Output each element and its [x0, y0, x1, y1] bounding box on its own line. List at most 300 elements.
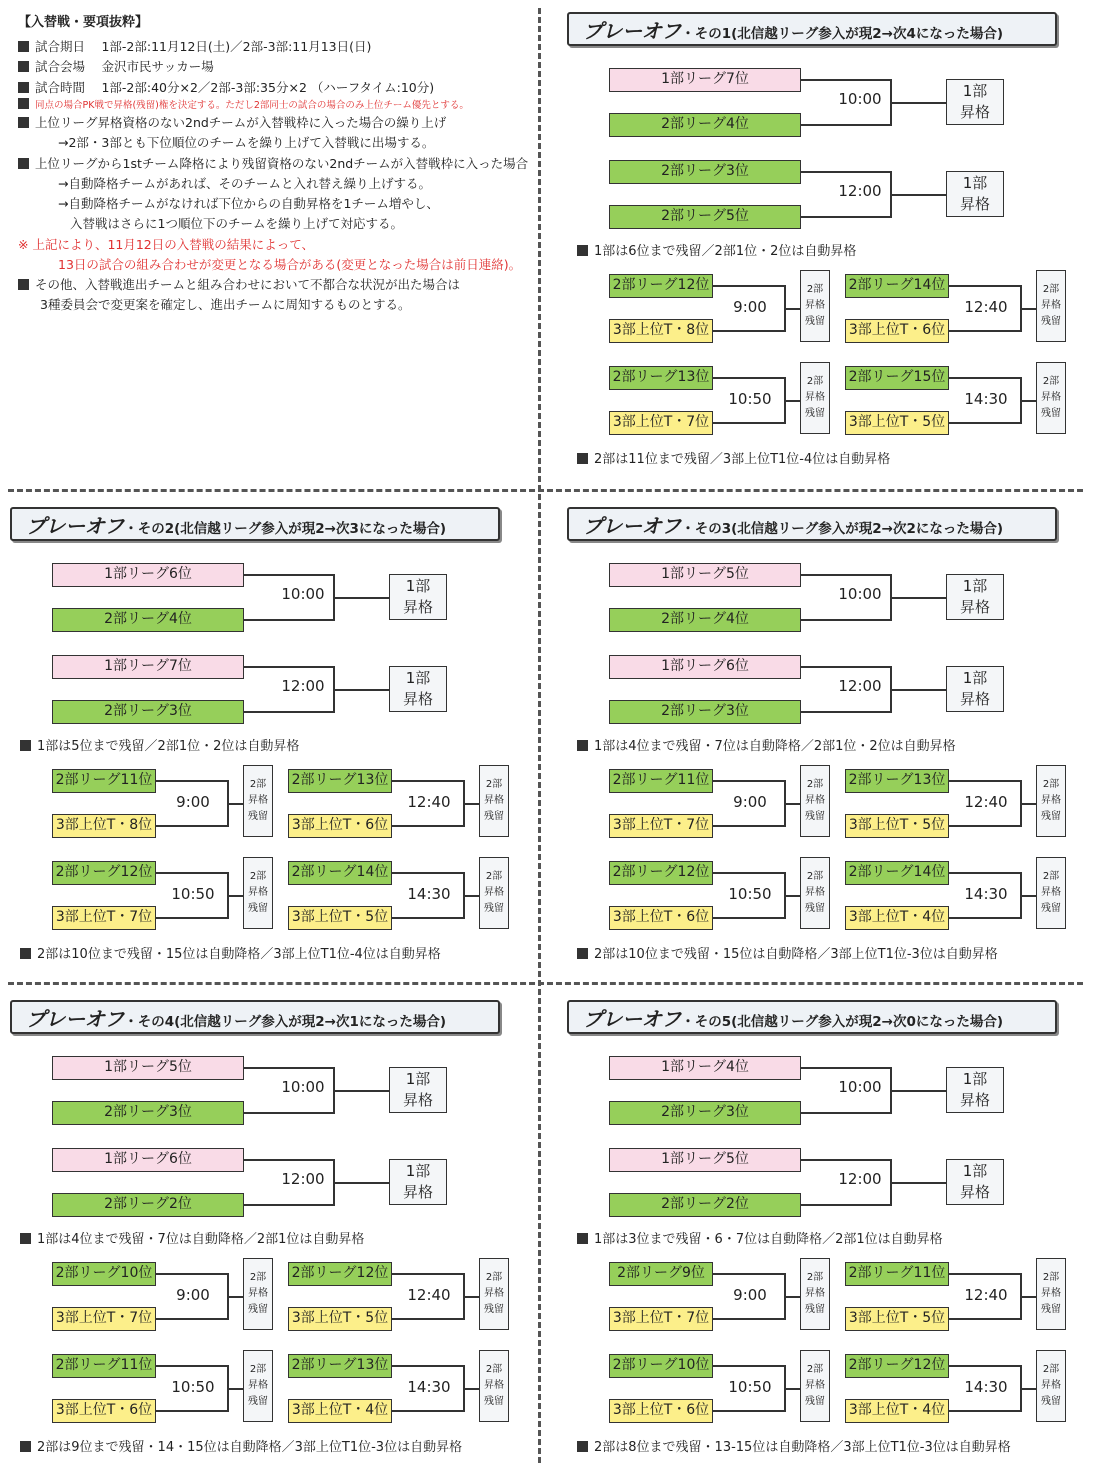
result-label: 昇格 — [1041, 1288, 1061, 1299]
team-slot: 1部リーグ6位 — [609, 655, 801, 679]
result-label: 2部 — [485, 1272, 503, 1283]
result-label: 1部 — [405, 1070, 431, 1088]
team-slot: 3部上位T・7位 — [609, 411, 713, 435]
result-label: 昇格 — [805, 1288, 825, 1299]
bracket-line — [156, 780, 228, 782]
team-slot: 3部上位T・6位 — [845, 319, 949, 343]
bracket-line — [1020, 803, 1036, 805]
rule-note-text: 1部は5位まで残留／2部1位・2位は自動昇格 — [37, 739, 300, 754]
bracket-line — [949, 780, 1021, 782]
result-box — [946, 171, 1004, 217]
match-time: 10:50 — [728, 390, 772, 408]
team-slot: 2部リーグ3位 — [52, 1101, 244, 1125]
panel-title — [10, 507, 500, 541]
bracket-line — [949, 377, 1021, 379]
result-label: 残留 — [1041, 1396, 1061, 1407]
result-label: 昇格 — [959, 1183, 990, 1201]
bullet-square-icon — [577, 948, 588, 959]
result-label: 昇格 — [248, 1288, 268, 1299]
result-box — [1036, 765, 1066, 837]
bracket-line — [333, 597, 389, 599]
team-slot: 3部上位T・8位 — [52, 814, 156, 838]
bracket-line — [713, 1365, 785, 1367]
bullet-square-icon — [18, 117, 29, 128]
team-slot: 3部上位T・5位 — [845, 1307, 949, 1331]
bracket-line — [713, 917, 785, 919]
bracket-line — [890, 1090, 946, 1092]
result-box — [243, 1258, 273, 1330]
result-label: 昇格 — [1041, 1380, 1061, 1391]
result-box — [479, 1258, 509, 1330]
bracket-line — [949, 422, 1021, 424]
bullet-square-icon — [18, 41, 29, 52]
team-slot: 1部リーグ4位 — [609, 1056, 801, 1080]
result-label: 昇格 — [402, 598, 433, 616]
result-label: 残留 — [248, 811, 268, 822]
result-label: 残留 — [484, 1396, 504, 1407]
match-time: 9:00 — [733, 793, 767, 811]
result-box — [389, 666, 447, 712]
team-slot: 2部リーグ14位 — [845, 861, 949, 885]
team-slot: 2部リーグ2位 — [609, 1193, 801, 1217]
match-time: 10:50 — [728, 1378, 772, 1396]
bracket-line — [713, 422, 785, 424]
result-label: 2部 — [1042, 376, 1060, 387]
result-box — [800, 362, 830, 434]
bracket-line — [801, 171, 891, 173]
bracket-line — [244, 1204, 334, 1206]
panel-title-main: プレーオフ — [26, 1007, 125, 1031]
result-label: 残留 — [248, 1396, 268, 1407]
panel-title — [567, 507, 1057, 541]
rule-note-text: 2部は11位まで残留／3部上位T1位-4位は自動昇格 — [594, 452, 891, 467]
bracket-line — [227, 1296, 243, 1298]
result-label: 昇格 — [248, 1380, 268, 1391]
bracket-line — [244, 1159, 334, 1161]
result-label: 残留 — [805, 903, 825, 914]
bracket-line — [801, 574, 891, 576]
team-slot: 2部リーグ13位 — [288, 769, 392, 793]
bullet-square-icon — [577, 1441, 588, 1452]
match-time: 14:30 — [407, 1378, 451, 1396]
team-slot: 2部リーグ13位 — [609, 366, 713, 390]
result-label: 1部 — [405, 669, 431, 687]
rules-line-text: 上位リーグ昇格資格のない2ndチームが入替戦枠に入った場合の繰り上げ — [35, 115, 447, 131]
bullet-square-icon — [20, 948, 31, 959]
result-label: 昇格 — [248, 887, 268, 898]
bracket-line — [784, 803, 800, 805]
bracket-line — [1020, 1388, 1036, 1390]
rule-note — [577, 448, 890, 467]
team-slot: 3部上位T・5位 — [845, 411, 949, 435]
bracket-line — [227, 803, 243, 805]
rule-note — [577, 735, 956, 754]
rule-note-text: 2部は9位まで残留・14・15位は自動降格／3部上位T1位-3位は自動昇格 — [37, 1440, 463, 1455]
bracket-line — [156, 872, 228, 874]
rules-line — [18, 133, 533, 153]
rules-section — [18, 12, 533, 316]
result-box — [479, 765, 509, 837]
team-slot: 1部リーグ6位 — [52, 563, 244, 587]
result-box — [800, 765, 830, 837]
result-label: 残留 — [248, 903, 268, 914]
panel-title-main: プレーオフ — [583, 1007, 682, 1031]
result-box — [800, 1258, 830, 1330]
rules-line-text: 入替戦はさらに1つ順位下のチームを繰り上げて対応する。 — [70, 216, 403, 232]
result-label: 2部 — [1042, 779, 1060, 790]
bracket-line — [890, 102, 946, 104]
bullet-square-icon — [18, 61, 29, 72]
match-time: 10:00 — [281, 585, 325, 603]
rules-line-text: 3種委員会で変更案を確定し、進出チームに周知するものとする。 — [40, 297, 411, 313]
team-slot: 2部リーグ12位 — [609, 274, 713, 298]
team-slot: 2部リーグ4位 — [609, 608, 801, 632]
result-label: 2部 — [249, 871, 267, 882]
bracket-line — [801, 1112, 891, 1114]
team-slot: 1部リーグ7位 — [609, 68, 801, 92]
panel-title-main: プレーオフ — [583, 19, 682, 43]
result-box — [1036, 1258, 1066, 1330]
result-label: 残留 — [1041, 903, 1061, 914]
bracket-line — [156, 1273, 228, 1275]
panel-title — [567, 12, 1057, 46]
team-slot: 2部リーグ12位 — [52, 861, 156, 885]
team-slot: 2部リーグ13位 — [288, 1354, 392, 1378]
result-label: 2部 — [249, 779, 267, 790]
bracket-line — [949, 917, 1021, 919]
bullet-square-icon — [18, 82, 29, 93]
result-label: 昇格 — [805, 795, 825, 806]
bracket-line — [713, 1318, 785, 1320]
team-slot: 3部上位T・5位 — [288, 1307, 392, 1331]
bracket-line — [156, 825, 228, 827]
bracket-line — [801, 216, 891, 218]
rules-line-text: 上位リーグから1stチーム降格により残留資格のない2ndチームが入替戦枠に入った場合 — [35, 155, 529, 171]
result-label: 昇格 — [805, 887, 825, 898]
bracket-line — [713, 377, 785, 379]
result-box — [1036, 270, 1066, 342]
result-box — [389, 1159, 447, 1205]
result-label: 2部 — [806, 1364, 824, 1375]
team-slot: 3部上位T・4位 — [845, 906, 949, 930]
result-label: 1部 — [962, 577, 988, 595]
result-label: 残留 — [1041, 1304, 1061, 1315]
rules-line-text: 試合時間 1部-2部:40分×2／2部-3部:35分×2 （ハーフタイム:10分) — [35, 79, 435, 95]
bracket-line — [463, 1388, 479, 1390]
result-label: 昇格 — [959, 195, 990, 213]
match-time: 12:40 — [964, 1286, 1008, 1304]
result-label: 昇格 — [959, 1091, 990, 1109]
result-label: 残留 — [805, 1396, 825, 1407]
result-label: 昇格 — [1041, 392, 1061, 403]
result-box — [1036, 1350, 1066, 1422]
rules-line — [18, 275, 533, 295]
team-slot: 1部リーグ7位 — [52, 655, 244, 679]
match-time: 10:00 — [838, 90, 882, 108]
result-label: 2部 — [806, 376, 824, 387]
bracket-line — [801, 79, 891, 81]
bracket-line — [244, 619, 334, 621]
team-slot: 2部リーグ11位 — [609, 769, 713, 793]
team-slot: 2部リーグ11位 — [52, 1354, 156, 1378]
bracket-line — [949, 330, 1021, 332]
result-label: 2部 — [806, 871, 824, 882]
bracket-line — [244, 1112, 334, 1114]
bracket-line — [244, 666, 334, 668]
rule-note — [577, 1436, 1011, 1455]
rules-line-text: →自動降格チームがなければ下位からの自動昇格を1チーム増やし、 — [58, 196, 439, 212]
bullet-square-icon — [20, 1441, 31, 1452]
bullet-square-icon — [577, 1233, 588, 1244]
team-slot: 2部リーグ14位 — [288, 861, 392, 885]
rules-line — [18, 37, 533, 57]
bracket-line — [156, 1410, 228, 1412]
bracket-line — [949, 1318, 1021, 1320]
bracket-line — [713, 825, 785, 827]
bracket-line — [949, 1410, 1021, 1412]
rules-line — [18, 113, 533, 133]
result-label: 残留 — [805, 811, 825, 822]
result-label: 昇格 — [484, 1288, 504, 1299]
team-slot: 2部リーグ12位 — [288, 1262, 392, 1286]
bracket-line — [801, 1204, 891, 1206]
rules-line — [18, 295, 533, 315]
result-label: 残留 — [1041, 811, 1061, 822]
bracket-line — [801, 1067, 891, 1069]
match-time: 12:40 — [407, 793, 451, 811]
match-time: 12:00 — [838, 677, 882, 695]
team-slot: 2部リーグ10位 — [609, 1354, 713, 1378]
match-time: 10:50 — [728, 885, 772, 903]
team-slot: 2部リーグ13位 — [845, 769, 949, 793]
bracket-line — [227, 1388, 243, 1390]
bracket-line — [1020, 1296, 1036, 1298]
team-slot: 2部リーグ4位 — [52, 608, 244, 632]
rules-line-text: 試合会場 金沢市民サッカー場 — [35, 59, 214, 75]
rule-note — [20, 1436, 462, 1455]
bracket-line — [463, 895, 479, 897]
match-time: 10:00 — [838, 585, 882, 603]
match-time: 12:40 — [964, 793, 1008, 811]
result-label: 2部 — [1042, 1272, 1060, 1283]
team-slot: 1部リーグ5位 — [52, 1056, 244, 1080]
result-label: 2部 — [806, 779, 824, 790]
bracket-line — [333, 1090, 389, 1092]
bracket-line — [784, 1388, 800, 1390]
rule-note — [20, 1228, 364, 1247]
bracket-line — [392, 1410, 464, 1412]
result-label: 残留 — [248, 1304, 268, 1315]
panel-title-sub: ・その5(北信越リーグ参入が現2→次0になった場合) — [681, 1014, 1004, 1030]
team-slot: 2部リーグ2位 — [52, 1193, 244, 1217]
team-slot: 2部リーグ3位 — [609, 160, 801, 184]
bracket-line — [713, 1410, 785, 1412]
rules-line-text: その他、入替戦進出チームと組み合わせにおいて不都合な状況が出た場合は — [35, 277, 461, 293]
match-time: 9:00 — [176, 1286, 210, 1304]
result-label: 2部 — [485, 1364, 503, 1375]
rules-line — [18, 235, 533, 255]
rules-line — [18, 154, 533, 174]
result-label: 昇格 — [402, 1091, 433, 1109]
team-slot: 2部リーグ9位 — [609, 1262, 713, 1286]
bracket-line — [244, 1067, 334, 1069]
panel-title-sub: ・その1(北信越リーグ参入が現2→次4になった場合) — [681, 26, 1004, 42]
team-slot: 2部リーグ10位 — [52, 1262, 156, 1286]
bracket-line — [949, 872, 1021, 874]
team-slot: 3部上位T・7位 — [52, 1307, 156, 1331]
match-time: 10:50 — [171, 1378, 215, 1396]
rules-line-text: ※ 上記により、11月12日の入替戦の結果によって、 — [18, 236, 315, 252]
result-label: 昇格 — [805, 392, 825, 403]
result-label: 残留 — [484, 1304, 504, 1315]
team-slot: 3部上位T・6位 — [609, 906, 713, 930]
bullet-square-icon — [577, 245, 588, 256]
rule-note-text: 2部は10位まで残留・15位は自動降格／3部上位T1位-3位は自動昇格 — [594, 947, 998, 962]
bracket-line — [463, 803, 479, 805]
result-label: 昇格 — [959, 598, 990, 616]
result-label: 昇格 — [959, 690, 990, 708]
bracket-line — [392, 1318, 464, 1320]
panel-title-sub: ・その3(北信越リーグ参入が現2→次2になった場合) — [681, 521, 1004, 537]
bracket-line — [784, 1296, 800, 1298]
rules-line — [18, 98, 533, 113]
match-time: 12:40 — [407, 1286, 451, 1304]
bracket-line — [333, 689, 389, 691]
team-slot: 1部リーグ5位 — [609, 563, 801, 587]
match-time: 10:00 — [281, 1078, 325, 1096]
bracket-line — [392, 780, 464, 782]
rule-note — [577, 943, 998, 962]
team-slot: 2部リーグ12位 — [609, 861, 713, 885]
rules-list — [18, 37, 533, 316]
team-slot: 2部リーグ3位 — [609, 700, 801, 724]
bracket-line — [784, 400, 800, 402]
result-box — [946, 574, 1004, 620]
team-slot: 2部リーグ3位 — [52, 700, 244, 724]
result-box — [389, 574, 447, 620]
result-label: 2部 — [1042, 871, 1060, 882]
match-time: 12:00 — [838, 1170, 882, 1188]
result-box — [946, 79, 1004, 125]
result-label: 2部 — [1042, 1364, 1060, 1375]
panel-title — [567, 1000, 1057, 1034]
match-time: 12:00 — [838, 182, 882, 200]
result-label: 1部 — [962, 174, 988, 192]
bracket-line — [890, 689, 946, 691]
result-box — [479, 1350, 509, 1422]
bracket-line — [392, 872, 464, 874]
rule-note — [577, 1228, 943, 1247]
team-slot: 3部上位T・5位 — [845, 814, 949, 838]
result-box — [389, 1067, 447, 1113]
bracket-line — [333, 1182, 389, 1184]
match-time: 14:30 — [964, 1378, 1008, 1396]
result-label: 1部 — [405, 1162, 431, 1180]
result-label: 昇格 — [484, 887, 504, 898]
bracket-line — [713, 330, 785, 332]
result-label: 昇格 — [484, 795, 504, 806]
result-box — [946, 666, 1004, 712]
result-box — [243, 857, 273, 929]
bracket-line — [156, 1365, 228, 1367]
bracket-line — [392, 825, 464, 827]
bracket-line — [784, 895, 800, 897]
result-box — [479, 857, 509, 929]
bullet-square-icon — [577, 453, 588, 464]
team-slot: 2部リーグ14位 — [845, 274, 949, 298]
bracket-line — [949, 1365, 1021, 1367]
team-slot: 3部上位T・5位 — [288, 906, 392, 930]
team-slot: 3部上位T・4位 — [845, 1399, 949, 1423]
rules-line-text: →自動降格チームがあれば、そのチームと入れ替え繰り上げする。 — [58, 175, 431, 191]
rules-line — [18, 78, 533, 98]
rules-line-text: 同点の場合PK戦で昇格(残留)権を決定する。ただし2部同士の試合の場合のみ上位チーム優先とする。 — [35, 99, 469, 111]
rule-note — [20, 735, 299, 754]
result-label: 2部 — [249, 1272, 267, 1283]
rule-note-text: 1部は6位まで残留／2部1位・2位は自動昇格 — [594, 244, 857, 259]
bracket-line — [227, 895, 243, 897]
match-time: 14:30 — [407, 885, 451, 903]
rules-line — [18, 174, 533, 194]
result-box — [800, 270, 830, 342]
rule-note-text: 1部は4位まで残留・7位は自動降格／2部1位は自動昇格 — [37, 1232, 365, 1247]
bracket-line — [801, 1159, 891, 1161]
match-time: 9:00 — [733, 1286, 767, 1304]
bullet-square-icon — [20, 740, 31, 751]
result-label: 昇格 — [1041, 887, 1061, 898]
match-time: 9:00 — [733, 298, 767, 316]
result-label: 1部 — [962, 82, 988, 100]
team-slot: 3部上位T・7位 — [609, 814, 713, 838]
rules-title: 【入替戦・要項抜粋】 — [18, 15, 149, 30]
playoff-panel — [10, 507, 545, 987]
team-slot: 3部上位T・6位 — [609, 1399, 713, 1423]
bracket-line — [244, 574, 334, 576]
bracket-line — [713, 872, 785, 874]
rule-note — [577, 240, 856, 259]
bracket-line — [890, 194, 946, 196]
match-time: 12:40 — [964, 298, 1008, 316]
result-label: 昇格 — [959, 103, 990, 121]
bracket-line — [1020, 895, 1036, 897]
bracket-line — [392, 917, 464, 919]
result-box — [946, 1159, 1004, 1205]
match-time: 10:00 — [838, 1078, 882, 1096]
team-slot: 3部上位T・6位 — [288, 814, 392, 838]
rules-line-text: →2部・3部とも下位順位のチームを繰り上げて入替戦に出場する。 — [58, 135, 435, 151]
match-time: 10:50 — [171, 885, 215, 903]
rules-line-text: 試合期日 1部-2部:11月12日(土)／2部-3部:11月13日(日) — [35, 39, 372, 55]
result-label: 残留 — [1041, 408, 1061, 419]
result-box — [800, 857, 830, 929]
bullet-square-icon — [18, 98, 29, 109]
result-label: 昇格 — [1041, 795, 1061, 806]
playoff-panel — [567, 1000, 1095, 1480]
playoff-panel — [567, 507, 1095, 987]
bracket-line — [890, 1182, 946, 1184]
bracket-line — [801, 619, 891, 621]
bracket-line — [713, 1273, 785, 1275]
result-label: 昇格 — [805, 300, 825, 311]
rule-note-text: 2部は8位まで残留・13-15位は自動降格／3部上位T1位-3位は自動昇格 — [594, 1440, 1011, 1455]
result-label: 昇格 — [402, 1183, 433, 1201]
result-label: 残留 — [484, 811, 504, 822]
rule-note-text: 2部は10位まで残留・15位は自動降格／3部上位T1位-4位は自動昇格 — [37, 947, 441, 962]
bracket-line — [801, 711, 891, 713]
rules-line — [18, 255, 533, 275]
panel-title-main: プレーオフ — [26, 514, 125, 538]
bracket-line — [801, 124, 891, 126]
